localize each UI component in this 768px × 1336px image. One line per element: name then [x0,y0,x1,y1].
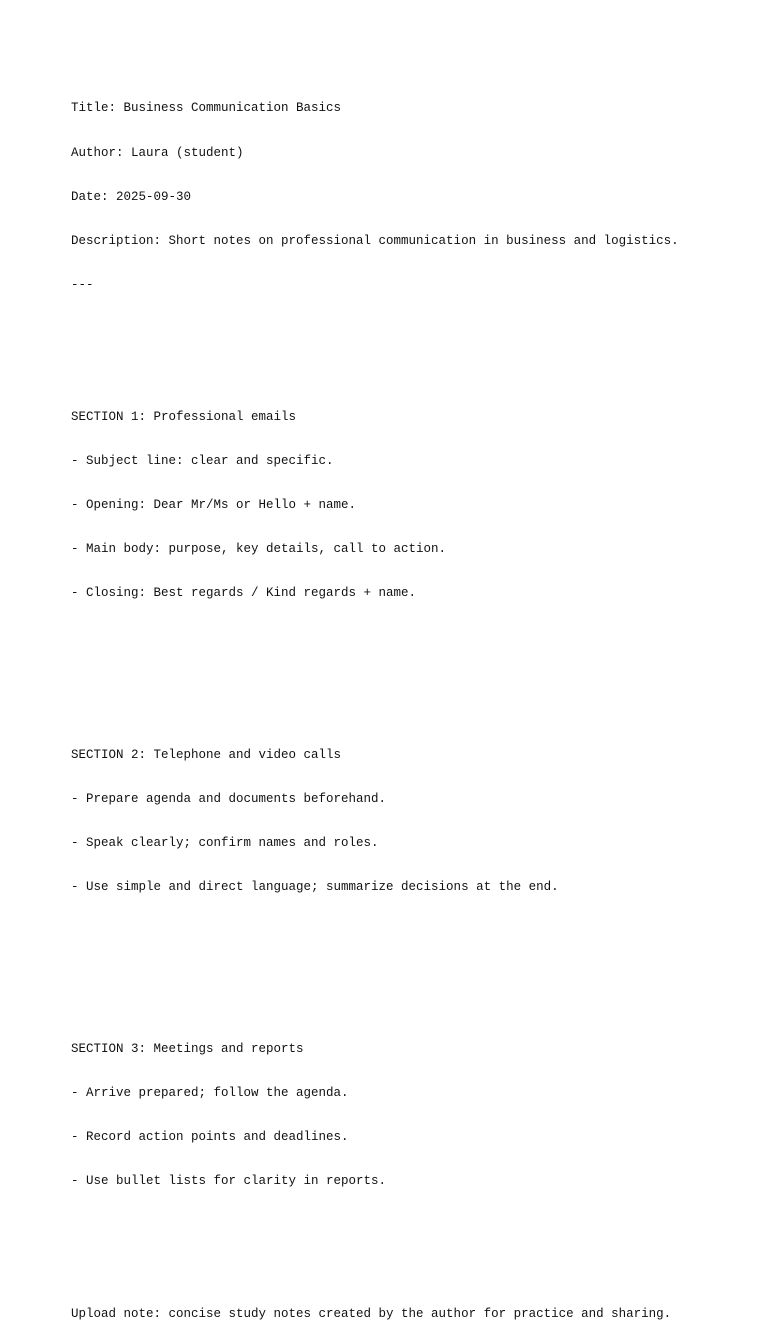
blank-line [71,954,751,969]
doc-description: Description: Short notes on professional communication in business and logistics. [71,233,679,248]
section-heading: SECTION 2: Telephone and video calls [71,748,342,763]
list-item: - Closing: Best regards / Kind regards + name. [71,586,417,601]
section-3 [71,1013,751,1219]
section-2 [71,719,751,925]
doc-separator: --- [71,277,94,292]
list-item: - Use simple and direct language; summarize decisions at the end. [71,880,559,895]
list-item: - Arrive prepared; follow the agenda. [71,1086,349,1101]
upload-note: Upload note: concise study notes created by the author for practice and sharing. [71,1306,672,1321]
list-item: - Subject line: clear and specific. [71,454,334,469]
section-heading: SECTION 1: Professional emails [71,410,297,425]
section-1 [71,381,751,631]
blank-line [71,322,751,337]
list-item: - Opening: Dear Mr/Ms or Hello + name. [71,498,357,513]
document-body [71,72,751,1336]
blank-line [71,1248,751,1263]
list-item: - Use bullet lists for clarity in reports. [71,1174,387,1189]
list-item: - Prepare agenda and documents beforehand. [71,792,387,807]
doc-title: Title: Business Communication Basics [71,101,342,116]
blank-line [71,660,751,675]
list-item: - Record action points and deadlines. [71,1130,349,1145]
doc-date: Date: 2025-09-30 [71,189,192,204]
list-item: - Main body: purpose, key details, call to action. [71,542,447,557]
section-heading: SECTION 3: Meetings and reports [71,1042,304,1057]
list-item: - Speak clearly; confirm names and roles. [71,836,379,851]
doc-author: Author: Laura (student) [71,145,244,160]
